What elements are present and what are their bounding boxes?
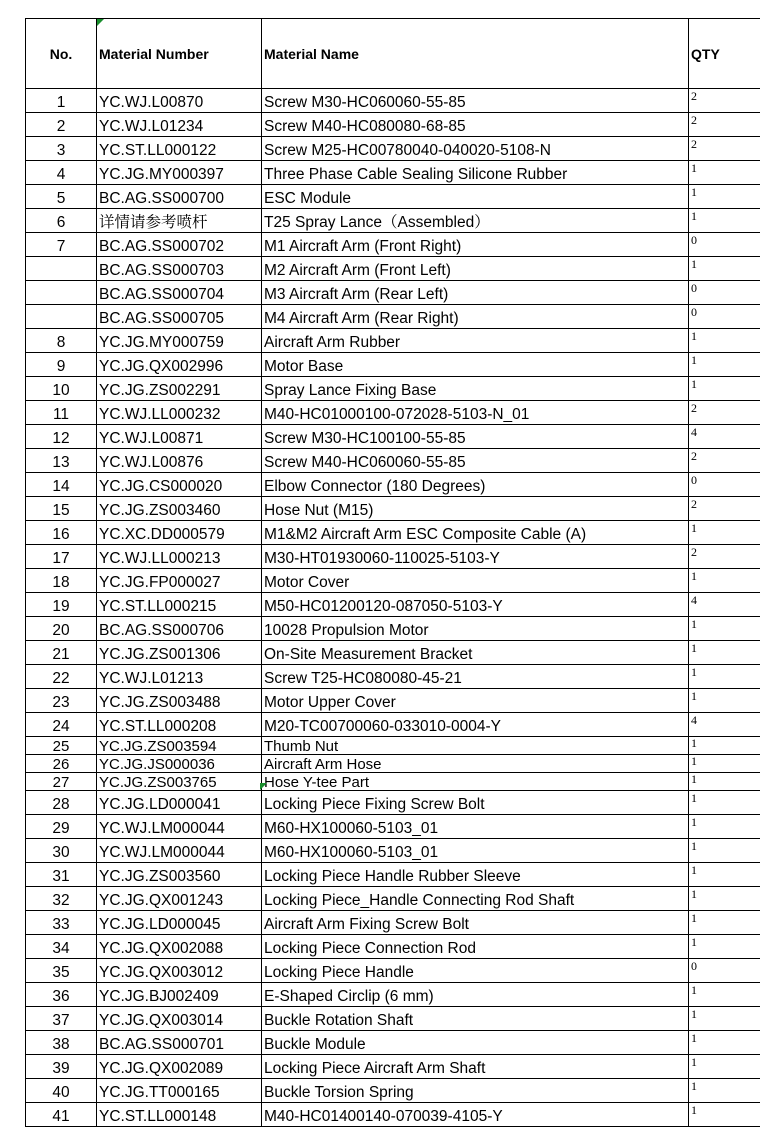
cell-qty[interactable]: 1 xyxy=(689,257,760,281)
table-row xyxy=(26,617,760,641)
cell-qty[interactable]: 1 xyxy=(689,569,760,593)
cell-qty[interactable]: 1 xyxy=(689,839,760,863)
cell-qty[interactable]: 2 xyxy=(689,401,760,425)
table-row xyxy=(26,209,760,233)
cell-material-number[interactable]: YC.JG.ZS003460 xyxy=(97,497,262,521)
cell-material-name[interactable]: Elbow Connector (180 Degrees) xyxy=(262,473,689,497)
cell-qty[interactable]: 1 xyxy=(689,791,760,815)
cell-qty[interactable]: 1 xyxy=(689,773,760,791)
cell-material-number[interactable]: YC.JG.CS000020 xyxy=(97,473,262,497)
cell-qty[interactable]: 1 xyxy=(689,641,760,665)
table-row xyxy=(26,497,760,521)
cell-no[interactable] xyxy=(26,257,97,281)
cell-material-name[interactable]: Locking Piece Aircraft Arm Shaft xyxy=(262,1055,689,1079)
table-row xyxy=(26,689,760,713)
cell-qty[interactable]: 2 xyxy=(689,89,760,113)
table-row xyxy=(26,665,760,689)
cell-no[interactable]: 15 xyxy=(26,497,97,521)
table-row xyxy=(26,713,760,737)
comment-marker-icon xyxy=(260,783,267,790)
header-qty[interactable]: QTY xyxy=(689,19,760,89)
cell-no[interactable]: 18 xyxy=(26,569,97,593)
cell-qty[interactable]: 1 xyxy=(689,161,760,185)
table-row xyxy=(26,593,760,617)
cell-material-number[interactable]: BC.AG.SS000702 xyxy=(97,233,262,257)
cell-material-number[interactable]: YC.WJ.L01234 xyxy=(97,113,262,137)
cell-material-number[interactable]: YC.JG.LD000045 xyxy=(97,911,262,935)
cell-material-name[interactable]: M20-TC00700060-033010-0004-Y xyxy=(262,713,689,737)
cell-qty[interactable]: 1 xyxy=(689,911,760,935)
cell-no[interactable]: 17 xyxy=(26,545,97,569)
cell-material-name[interactable]: M1&M2 Aircraft Arm ESC Composite Cable (A) xyxy=(262,521,689,545)
cell-qty[interactable]: 0 xyxy=(689,305,760,329)
cell-material-name[interactable]: Aircraft Arm Fixing Screw Bolt xyxy=(262,911,689,935)
table-row xyxy=(26,401,760,425)
cell-material-name[interactable]: Screw T25-HC080080-45-21 xyxy=(262,665,689,689)
cell-no[interactable]: 31 xyxy=(26,863,97,887)
cell-material-number[interactable]: YC.XC.DD000579 xyxy=(97,521,262,545)
cell-qty[interactable]: 1 xyxy=(689,665,760,689)
table-row xyxy=(26,863,760,887)
cell-material-number[interactable]: YC.ST.LL000148 xyxy=(97,1103,262,1127)
header-no[interactable]: No. xyxy=(26,19,97,89)
cell-no[interactable]: 19 xyxy=(26,593,97,617)
cell-no[interactable]: 11 xyxy=(26,401,97,425)
cell-material-number[interactable]: BC.AG.SS000705 xyxy=(97,305,262,329)
cell-no[interactable]: 30 xyxy=(26,839,97,863)
cell-material-number[interactable]: YC.JG.QX002088 xyxy=(97,935,262,959)
table-row xyxy=(26,887,760,911)
cell-material-name[interactable]: M1 Aircraft Arm (Front Right) xyxy=(262,233,689,257)
cell-qty[interactable]: 2 xyxy=(689,137,760,161)
table-row xyxy=(26,737,760,755)
cell-qty[interactable]: 1 xyxy=(689,1031,760,1055)
cell-material-name[interactable]: Buckle Module xyxy=(262,1031,689,1055)
table-row xyxy=(26,1079,760,1103)
cell-no[interactable] xyxy=(26,305,97,329)
cell-material-name[interactable]: Locking Piece Handle xyxy=(262,959,689,983)
cell-material-number[interactable]: YC.JG.QX002089 xyxy=(97,1055,262,1079)
table-row xyxy=(26,449,760,473)
header-material-name[interactable]: Material Name xyxy=(262,19,689,89)
cell-material-name[interactable]: Motor Base xyxy=(262,353,689,377)
cell-material-name[interactable]: Motor Cover xyxy=(262,569,689,593)
cell-material-name[interactable]: Screw M25-HC00780040-040020-5108-N xyxy=(262,137,689,161)
cell-no[interactable]: 3 xyxy=(26,137,97,161)
table-row xyxy=(26,755,760,773)
cell-qty[interactable]: 1 xyxy=(689,737,760,755)
cell-qty[interactable]: 1 xyxy=(689,863,760,887)
cell-qty[interactable]: 0 xyxy=(689,233,760,257)
cell-material-number[interactable]: YC.JG.ZS003488 xyxy=(97,689,262,713)
cell-no[interactable]: 21 xyxy=(26,641,97,665)
cell-material-number[interactable]: YC.WJ.LM000044 xyxy=(97,815,262,839)
table-row xyxy=(26,329,760,353)
cell-material-name[interactable]: Motor Upper Cover xyxy=(262,689,689,713)
cell-material-name[interactable]: Hose Nut (M15) xyxy=(262,497,689,521)
cell-material-name[interactable]: M4 Aircraft Arm (Rear Right) xyxy=(262,305,689,329)
cell-qty[interactable]: 1 xyxy=(689,935,760,959)
table-row xyxy=(26,521,760,545)
table-row xyxy=(26,473,760,497)
cell-material-number[interactable]: YC.WJ.L00876 xyxy=(97,449,262,473)
cell-material-name[interactable]: M30-HT01930060-110025-5103-Y xyxy=(262,545,689,569)
cell-material-number[interactable]: YC.WJ.LL000213 xyxy=(97,545,262,569)
table-row xyxy=(26,569,760,593)
cell-material-number[interactable]: YC.ST.LL000122 xyxy=(97,137,262,161)
table-row xyxy=(26,983,760,1007)
cell-no[interactable]: 34 xyxy=(26,935,97,959)
table-row xyxy=(26,839,760,863)
cell-material-number[interactable]: YC.JG.ZS003765 xyxy=(97,773,262,791)
cell-material-name[interactable]: Locking Piece Connection Rod xyxy=(262,935,689,959)
bom-table xyxy=(25,18,760,1127)
cell-qty[interactable]: 1 xyxy=(689,887,760,911)
cell-no[interactable]: 14 xyxy=(26,473,97,497)
cell-no[interactable]: 16 xyxy=(26,521,97,545)
cell-material-name[interactable]: Screw M40-HC060060-55-85 xyxy=(262,449,689,473)
cell-material-number[interactable]: YC.WJ.LM000044 xyxy=(97,839,262,863)
cell-material-name[interactable]: Aircraft Arm Hose xyxy=(262,755,689,773)
cell-qty[interactable]: 1 xyxy=(689,1079,760,1103)
cell-no[interactable]: 32 xyxy=(26,887,97,911)
table-row xyxy=(26,425,760,449)
cell-material-name[interactable]: Spray Lance Fixing Base xyxy=(262,377,689,401)
cell-no[interactable]: 39 xyxy=(26,1055,97,1079)
cell-qty[interactable]: 4 xyxy=(689,713,760,737)
cell-no[interactable]: 38 xyxy=(26,1031,97,1055)
cell-qty[interactable]: 4 xyxy=(689,425,760,449)
cell-material-name[interactable]: Screw M30-HC100100-55-85 xyxy=(262,425,689,449)
cell-no[interactable]: 13 xyxy=(26,449,97,473)
cell-material-number[interactable]: BC.AG.SS000701 xyxy=(97,1031,262,1055)
cell-qty[interactable]: 1 xyxy=(689,983,760,1007)
table-row xyxy=(26,233,760,257)
cell-no[interactable]: 28 xyxy=(26,791,97,815)
cell-material-number[interactable]: YC.JG.MY000759 xyxy=(97,329,262,353)
cell-material-name[interactable]: 10028 Propulsion Motor xyxy=(262,617,689,641)
cell-no[interactable]: 5 xyxy=(26,185,97,209)
cell-material-number[interactable]: YC.JG.QX002996 xyxy=(97,353,262,377)
cell-material-name[interactable]: T25 Spray Lance（Assembled） xyxy=(262,209,689,233)
cell-qty[interactable]: 1 xyxy=(689,689,760,713)
table-body xyxy=(26,89,760,1127)
cell-material-number[interactable]: YC.WJ.L00870 xyxy=(97,89,262,113)
cell-material-name[interactable]: Locking Piece_Handle Connecting Rod Shaft xyxy=(262,887,689,911)
cell-qty[interactable]: 4 xyxy=(689,593,760,617)
cell-no[interactable]: 40 xyxy=(26,1079,97,1103)
table-row xyxy=(26,1055,760,1079)
cell-material-number[interactable]: YC.JG.MY000397 xyxy=(97,161,262,185)
table-row xyxy=(26,89,760,113)
cell-material-name[interactable]: M60-HX100060-5103_01 xyxy=(262,815,689,839)
table-row xyxy=(26,641,760,665)
cell-material-name[interactable]: Locking Piece Fixing Screw Bolt xyxy=(262,791,689,815)
table-row xyxy=(26,1007,760,1031)
table-row xyxy=(26,305,760,329)
table-row xyxy=(26,911,760,935)
cell-no[interactable]: 20 xyxy=(26,617,97,641)
table-row xyxy=(26,1103,760,1127)
cell-no[interactable]: 2 xyxy=(26,113,97,137)
cell-qty[interactable]: 1 xyxy=(689,377,760,401)
table-row xyxy=(26,161,760,185)
cell-no[interactable]: 6 xyxy=(26,209,97,233)
table-row xyxy=(26,935,760,959)
cell-no[interactable]: 8 xyxy=(26,329,97,353)
cell-qty[interactable]: 2 xyxy=(689,449,760,473)
cell-material-number[interactable]: 详情请参考喷杆 xyxy=(97,209,262,233)
cell-material-name[interactable]: Buckle Rotation Shaft xyxy=(262,1007,689,1031)
cell-material-number[interactable]: YC.JG.ZS001306 xyxy=(97,641,262,665)
header-row xyxy=(26,19,760,89)
cell-no[interactable]: 4 xyxy=(26,161,97,185)
cell-material-number[interactable]: YC.JG.QX003012 xyxy=(97,959,262,983)
cell-material-name[interactable]: Three Phase Cable Sealing Silicone Rubber xyxy=(262,161,689,185)
cell-material-name[interactable]: Screw M30-HC060060-55-85 xyxy=(262,89,689,113)
comment-marker-icon xyxy=(97,19,104,26)
cell-no[interactable]: 1 xyxy=(26,89,97,113)
cell-no[interactable]: 24 xyxy=(26,713,97,737)
table-row xyxy=(26,113,760,137)
cell-material-name[interactable]: Buckle Torsion Spring xyxy=(262,1079,689,1103)
cell-material-number[interactable]: BC.AG.SS000704 xyxy=(97,281,262,305)
cell-qty[interactable]: 0 xyxy=(689,959,760,983)
cell-qty[interactable]: 2 xyxy=(689,497,760,521)
cell-material-number[interactable]: YC.WJ.L01213 xyxy=(97,665,262,689)
cell-material-number[interactable]: YC.WJ.LL000232 xyxy=(97,401,262,425)
cell-material-name[interactable]: Hose Y-tee Part xyxy=(262,773,689,791)
cell-qty[interactable]: 1 xyxy=(689,353,760,377)
cell-material-number[interactable]: YC.JG.FP000027 xyxy=(97,569,262,593)
table-row xyxy=(26,791,760,815)
cell-no[interactable] xyxy=(26,281,97,305)
header-material-number[interactable] xyxy=(97,19,262,89)
cell-no[interactable]: 27 xyxy=(26,773,97,791)
cell-qty[interactable]: 1 xyxy=(689,329,760,353)
cell-material-number[interactable]: YC.WJ.L00871 xyxy=(97,425,262,449)
cell-material-number[interactable]: YC.JG.QX001243 xyxy=(97,887,262,911)
table-row xyxy=(26,959,760,983)
cell-material-name[interactable]: M60-HX100060-5103_01 xyxy=(262,839,689,863)
cell-qty[interactable]: 1 xyxy=(689,1055,760,1079)
table-row xyxy=(26,377,760,401)
cell-no[interactable]: 12 xyxy=(26,425,97,449)
cell-no[interactable]: 22 xyxy=(26,665,97,689)
cell-qty[interactable]: 1 xyxy=(689,209,760,233)
cell-material-number[interactable]: BC.AG.SS000706 xyxy=(97,617,262,641)
table-row xyxy=(26,281,760,305)
cell-material-name[interactable]: ESC Module xyxy=(262,185,689,209)
cell-qty[interactable]: 1 xyxy=(689,1103,760,1127)
cell-material-name[interactable]: Aircraft Arm Rubber xyxy=(262,329,689,353)
table-row xyxy=(26,1031,760,1055)
table-row xyxy=(26,185,760,209)
cell-qty[interactable]: 0 xyxy=(689,281,760,305)
cell-no[interactable]: 7 xyxy=(26,233,97,257)
cell-no[interactable]: 36 xyxy=(26,983,97,1007)
cell-no[interactable]: 41 xyxy=(26,1103,97,1127)
cell-material-number[interactable]: YC.JG.JS000036 xyxy=(97,755,262,773)
cell-material-name[interactable]: M40-HC01400140-070039-4105-Y xyxy=(262,1103,689,1127)
table-row xyxy=(26,815,760,839)
cell-qty[interactable]: 1 xyxy=(689,185,760,209)
cell-material-name[interactable]: On-Site Measurement Bracket xyxy=(262,641,689,665)
table-row xyxy=(26,353,760,377)
cell-material-name[interactable]: E-Shaped Circlip (6 mm) xyxy=(262,983,689,1007)
cell-material-name[interactable]: Thumb Nut xyxy=(262,737,689,755)
cell-material-number[interactable]: YC.JG.LD000041 xyxy=(97,791,262,815)
table-row xyxy=(26,137,760,161)
cell-qty[interactable]: 1 xyxy=(689,521,760,545)
cell-no[interactable]: 25 xyxy=(26,737,97,755)
cell-no[interactable]: 10 xyxy=(26,377,97,401)
cell-material-number[interactable]: YC.JG.QX003014 xyxy=(97,1007,262,1031)
cell-material-name[interactable]: M3 Aircraft Arm (Rear Left) xyxy=(262,281,689,305)
cell-qty[interactable]: 2 xyxy=(689,113,760,137)
cell-material-number[interactable]: YC.JG.ZS002291 xyxy=(97,377,262,401)
cell-no[interactable]: 35 xyxy=(26,959,97,983)
cell-material-number[interactable]: YC.ST.LL000215 xyxy=(97,593,262,617)
table-row xyxy=(26,773,760,791)
cell-qty[interactable]: 1 xyxy=(689,1007,760,1031)
cell-no[interactable]: 9 xyxy=(26,353,97,377)
cell-material-number[interactable]: YC.ST.LL000208 xyxy=(97,713,262,737)
header-material-number-label: Material Number xyxy=(99,45,209,62)
cell-material-number[interactable]: BC.AG.SS000700 xyxy=(97,185,262,209)
cell-qty[interactable]: 1 xyxy=(689,755,760,773)
cell-material-name[interactable]: M50-HC01200120-087050-5103-Y xyxy=(262,593,689,617)
cell-material-number[interactable]: BC.AG.SS000703 xyxy=(97,257,262,281)
cell-material-number[interactable]: YC.JG.ZS003594 xyxy=(97,737,262,755)
cell-no[interactable]: 37 xyxy=(26,1007,97,1031)
cell-material-name[interactable]: M2 Aircraft Arm (Front Left) xyxy=(262,257,689,281)
cell-material-name[interactable]: M40-HC01000100-072028-5103-N_01 xyxy=(262,401,689,425)
table-row xyxy=(26,545,760,569)
cell-no[interactable]: 26 xyxy=(26,755,97,773)
cell-material-number[interactable]: YC.JG.BJ002409 xyxy=(97,983,262,1007)
cell-material-name[interactable]: Locking Piece Handle Rubber Sleeve xyxy=(262,863,689,887)
cell-material-name[interactable]: Screw M40-HC080080-68-85 xyxy=(262,113,689,137)
cell-qty[interactable]: 0 xyxy=(689,473,760,497)
cell-material-number[interactable]: YC.JG.ZS003560 xyxy=(97,863,262,887)
table-row xyxy=(26,257,760,281)
cell-qty[interactable]: 1 xyxy=(689,617,760,641)
cell-no[interactable]: 29 xyxy=(26,815,97,839)
cell-no[interactable]: 23 xyxy=(26,689,97,713)
cell-qty[interactable]: 2 xyxy=(689,545,760,569)
cell-qty[interactable]: 1 xyxy=(689,815,760,839)
cell-no[interactable]: 33 xyxy=(26,911,97,935)
cell-material-number[interactable]: YC.JG.TT000165 xyxy=(97,1079,262,1103)
